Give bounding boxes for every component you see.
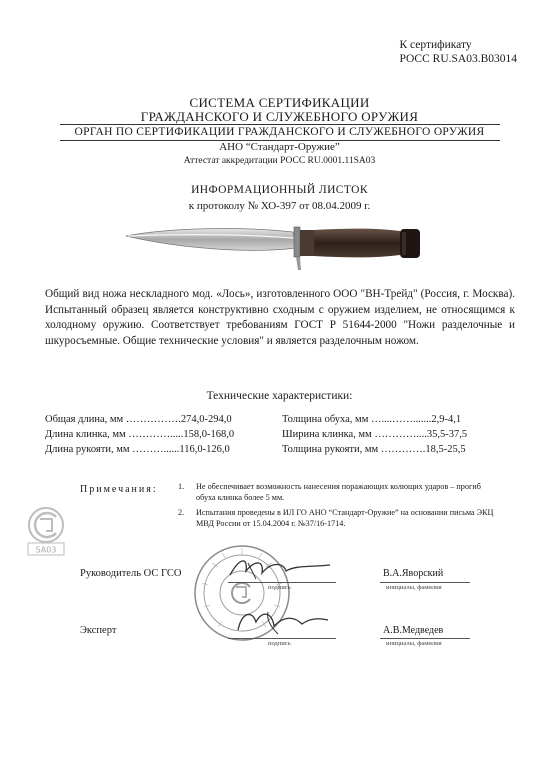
expert-name: А.В.Медведев: [383, 625, 444, 636]
note-number: 1.: [178, 482, 185, 491]
system-title-line2: ГРАЖДАНСКОГО И СЛУЖЕБНОГО ОРУЖИЯ: [140, 109, 419, 124]
system-title-line1: СИСТЕМА СЕРТИФИКАЦИИ: [189, 95, 370, 110]
system-title: [0, 96, 559, 124]
tech-specs-title: Технические характеристики:: [206, 390, 353, 402]
notes-label: Примечания:: [80, 484, 158, 495]
spec-value: 35,5-37,5: [426, 429, 468, 440]
spec-dots: …………....: [374, 429, 427, 440]
spec-dots: ………….....: [128, 429, 184, 440]
knife-image: [118, 214, 428, 274]
spec-value: 158,0-168,0: [183, 429, 235, 440]
head-signature-label: Руководитель ОС ГСО: [80, 568, 182, 579]
expert-signature-icon: [232, 606, 332, 638]
logo-code: SA03: [35, 545, 57, 555]
spec-label: Ширина клинка, мм: [282, 429, 372, 440]
certificate-reference: [399, 38, 517, 66]
description-paragraph: Общий вид ножа нескладного мод. «Лось», изготовленного ООО "ВН-Трейд" (Россия, г. Москва). Испытанный образец является конструктивно сходным с оружием изделием, не относящимся к холодному оружию. Соответствует требованиям ГОСТ Р 51644-2000 "Ножи разделочные и шкуросъемные. Общие технические условия" и является разделочным ножом.: [45, 288, 515, 347]
spec-value: 116,0-126,0: [179, 444, 230, 455]
expert-signature-line: [228, 638, 336, 639]
attestat-line: Аттестат аккредитации РОСС RU.0001.11SA03: [183, 156, 376, 166]
spec-label: Длина клинка, мм: [45, 429, 126, 440]
spec-row: [282, 427, 467, 442]
certificate-ref-line1: К сертификату: [399, 39, 472, 51]
expert-name-line: [380, 638, 470, 639]
info-sheet-title: ИНФОРМАЦИОННЫЙ ЛИСТОК: [191, 184, 368, 196]
header-rule-top: [60, 124, 500, 125]
expert-signature-label: Эксперт: [80, 625, 117, 636]
spec-row: [45, 412, 232, 427]
spec-value: 274,0-294,0: [180, 414, 232, 425]
certification-logo-icon: [20, 505, 80, 557]
spec-label: Толщина обуха, мм: [282, 414, 369, 425]
notes-list: [178, 482, 498, 534]
spec-value: 18,5-25,5: [425, 444, 466, 455]
head-signature-icon: [226, 553, 336, 583]
spec-dots: …....…….......: [370, 414, 432, 425]
spec-value: 2,9-4,1: [431, 414, 462, 425]
head-name-line: [380, 582, 470, 583]
spec-row: [282, 442, 466, 457]
expert-signature-caption: подпись: [268, 640, 291, 647]
note-text: Не обеспечивает возможность нанесения поражающих колющих ударов – прогиб обуха клинка более 5 мм.: [196, 482, 481, 502]
spec-label: Длина рукояти, мм: [45, 444, 130, 455]
protocol-line: к протоколу № ХО-397 от 08.04.2009 г.: [188, 200, 371, 212]
spec-label: Толщина рукояти, мм: [282, 444, 379, 455]
spec-dots: ………….: [380, 444, 426, 455]
spec-row: [45, 427, 234, 442]
spec-dots: …………….: [125, 414, 181, 425]
spec-label: Общая длина, мм: [45, 414, 124, 425]
head-name: В.А.Яворский: [383, 568, 444, 579]
head-name-caption: инициалы, фамилия: [386, 584, 442, 591]
note-item: [178, 482, 498, 503]
organ-line: ОРГАН ПО СЕРТИФИКАЦИИ ГРАЖДАНСКОГО И СЛУЖЕБНОГО ОРУЖИЯ: [74, 126, 485, 138]
note-text: Испытания проведены в ИЛ ГО АНО “Стандарт-Оружие” на основании письма ЭКЦ МВД России от 15.04.2004 г. №37/16-1714.: [196, 508, 494, 528]
note-item: [178, 508, 498, 529]
spec-row: [45, 442, 230, 457]
certificate-ref-number: РОСС RU.SA03.B03014: [399, 53, 517, 65]
ano-name: АНО “Стандарт-Оружие”: [219, 141, 340, 153]
head-signature-line: [228, 582, 336, 583]
spec-row: [282, 412, 461, 427]
head-signature-caption: подпись: [268, 584, 291, 591]
note-number: 2.: [178, 508, 185, 517]
expert-name-caption: инициалы, фамилия: [386, 640, 442, 647]
spec-dots: ………......: [132, 444, 180, 455]
